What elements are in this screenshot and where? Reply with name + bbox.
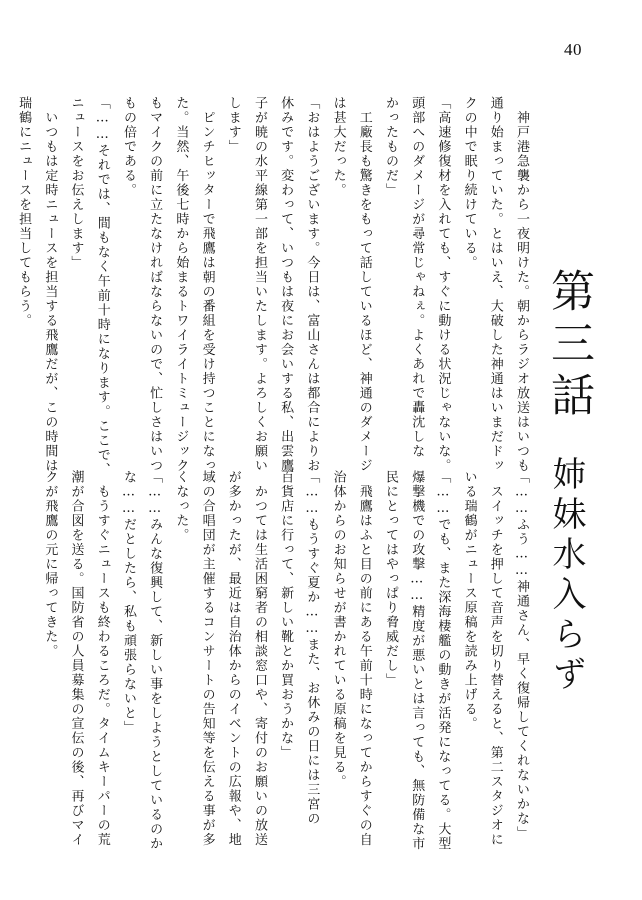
text-line: もうすぐニュースも終わるころだ。タイムキーパーの荒 <box>94 470 110 847</box>
text-line: は甚大だった。 <box>330 96 346 198</box>
text-line: します」 <box>225 96 241 154</box>
text-line: 「……でも、また深海棲艦の動きが活発になってる。大型 <box>435 470 451 851</box>
text-line: 飛鷹はふと目の前にある午前十時になってからすぐの自 <box>356 470 372 847</box>
text-line: クの中で眠り続けている。 <box>461 96 477 270</box>
text-line: 「高速修復材を入れても、すぐに動ける状況じゃないな。 <box>435 96 451 473</box>
text-line: が多かったが、最近は自治体からのイベントの広報や、地 <box>225 470 241 847</box>
text-line: ニュースをお伝えします」 <box>68 96 84 270</box>
text-line: 民にとってはやっぱり脅威だし」 <box>382 470 398 688</box>
lower-text-block <box>36 470 534 880</box>
text-line: た。当然、午後七時から始まるトワイライトミュージック <box>173 96 189 473</box>
text-line: 百貨店に行って、新しい靴とか買おうかな」 <box>278 470 294 760</box>
text-line: かったものだ」 <box>382 96 398 198</box>
text-line: 神戸港急襲から一夜明けた。朝からラジオ放送はいつも <box>514 96 529 473</box>
text-line: 通り始まっていた。とはいえ、大破した神通はいまだドッ <box>487 96 503 473</box>
text-line: もの倍である。 <box>120 96 136 198</box>
upper-text-block <box>10 96 534 477</box>
text-line: クが飛鷹の元に帰ってきた。 <box>42 470 58 659</box>
text-line: 休みです。変わって、いつもは夜にお会いする私、出雲鷹 <box>278 96 294 473</box>
text-line: 「……それでは、間もなく午前十時になります。ここで、 <box>94 96 110 477</box>
text-line: スイッチを押して音声を切り替えると、第二スタジオに <box>487 470 503 847</box>
chapter-title: 第三話 <box>543 268 594 424</box>
text-line: 頭部へのダメージが尋常じゃねぇ。よくあれで轟沈しな <box>409 96 425 459</box>
text-line: ピンチヒッターで飛鷹は朝の番組を受け持つことになっ <box>199 96 215 473</box>
text-line: 子が暁の水平線第一部を担当いたします。よろしくお願い <box>251 96 267 473</box>
text-line: 域の合唱団が主催するコンサートの告知等を伝える事が多 <box>199 470 215 847</box>
text-line: 治体からのお知らせが書かれている原稿を見る。 <box>330 470 346 789</box>
text-line: 「……もうすぐ夏か……また、お休みの日には三宮の <box>304 470 320 826</box>
chapter-subtitle: 姉妹水入らず <box>546 456 586 696</box>
page-number: 40 <box>564 40 582 59</box>
text-line: いる瑞鶴がニュース原稿を読み上げる。 <box>461 470 477 731</box>
text-line: な……だとしたら、私も頑張らないと」 <box>120 470 136 735</box>
text-line: 「……ふう……神通さん、早く復帰してくれないかな」 <box>514 470 529 841</box>
text-line: かつては生活困窮者の相談窓口や、寄付のお願いの放送 <box>251 470 267 847</box>
text-line: 「……みんな復興して、新しい事をしようとしているのか <box>147 470 163 851</box>
text-line: 工廠長も驚きをもって話しているほど、神通のダメージ <box>356 96 372 473</box>
text-line: もマイクの前に立たなければならないので、忙しさはいつ <box>147 96 163 473</box>
text-line: 潮が合図を送る。国防省の人員募集の宣伝の後、再びマイ <box>68 470 84 847</box>
text-line: 瑞鶴にニュースを担当してもらう。 <box>16 96 32 328</box>
text-line: 「おはようございます。今日は、富山さんは都合によりお <box>304 96 320 473</box>
text-line: いつもは定時ニュースを担当する飛鷹だが、この時間は <box>42 96 58 473</box>
text-line: 爆撃機での攻撃……精度が悪いとは言っても、無防備な市 <box>409 470 425 851</box>
text-line: くなった。 <box>173 470 189 543</box>
